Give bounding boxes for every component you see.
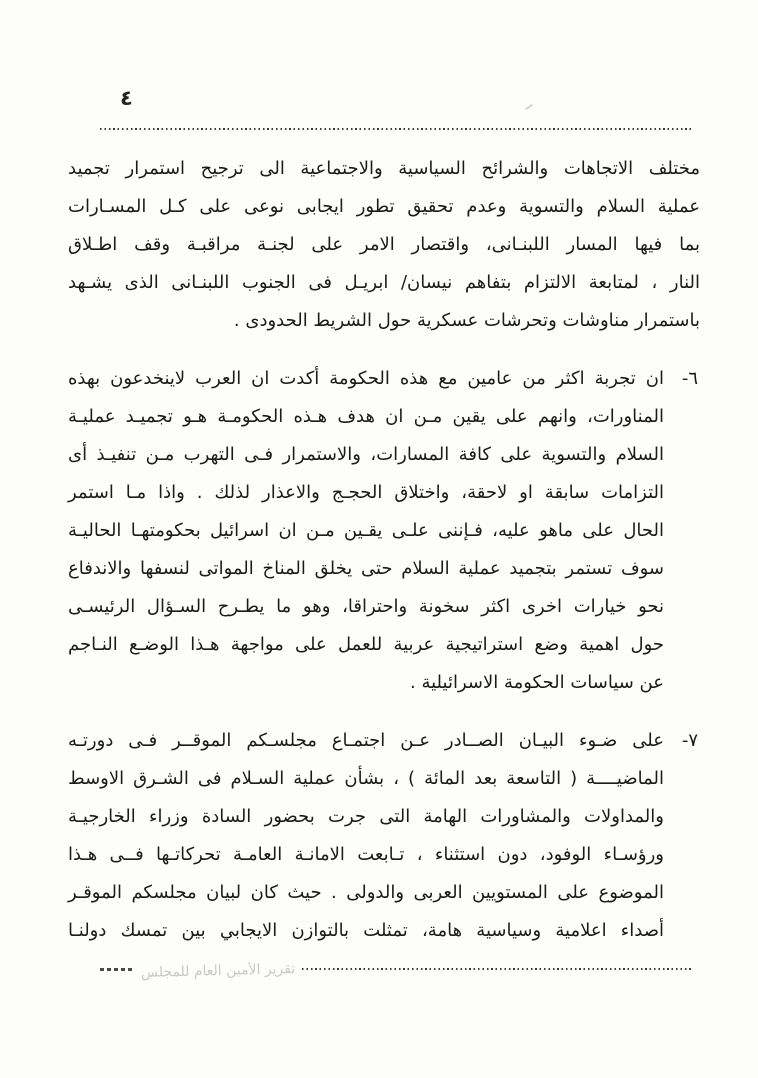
scan-speck — [525, 104, 533, 110]
text-line: ورؤسـاء الوفود، دون استثناء ، تـابعت الامانـة العامـة تحركاتـها فــى هـذا — [68, 844, 664, 865]
paragraph-continuation — [68, 150, 700, 340]
footer-rule-row — [100, 953, 692, 982]
text-line: التزامات سابقة او لاحقة، واختلاق الحجـج والاعذار لذلك . واذا مـا استمر — [68, 482, 664, 503]
text-line: السلام والتسوية على كافة المسارات، والاستمرار فـى التهرب مـن تنفيـذ أى — [68, 444, 664, 465]
text-line: المناورات، وانهم على يقين مـن ان هدف هـذه الحكومـة هـو تجميـد عمليـة — [68, 406, 664, 427]
document-body — [68, 150, 700, 950]
text-line: الماضيــــة ( التاسعة بعد المائة ) ، بشأن عملية السـلام فى الشـرق الاوسط — [68, 768, 664, 789]
header-dotted-rule — [100, 128, 692, 130]
item-number-7: ٧- — [681, 730, 698, 751]
paragraph-item-6 — [68, 360, 700, 702]
page-number: ٤ — [120, 86, 133, 110]
text-line: والمداولات والمشاورات الهامة التى جرت بحضور السادة وزراء الخارجيـة — [68, 806, 664, 827]
footer-dotted-rule — [302, 968, 692, 970]
text-line: سوف تستمر بتجميد عملية السلام حتى يخلق المناخ المواتى لنسفها والاندفاع — [68, 558, 664, 579]
text-line: الحال على ماهو عليه، فـإننى علـى يقـين مـن ان اسرائيل بحكومتهـا الحاليـة — [68, 520, 664, 541]
footer-dash-segment — [100, 968, 134, 971]
text-line: عن سياسات الحكومة الاسرائيلية . — [410, 672, 664, 693]
faint-stamp-annotation: تقرير الأمين العام للمجلس — [140, 960, 296, 982]
text-line: بما فيها المسار اللبنـانى، واقتصار الامر على لجنـة مراقبـة وقف اطـلاق — [68, 234, 700, 255]
text-line: عملية السلام والتسوية وعدم تحقيق تطور ايجابى نوعى على كـل المسـارات — [68, 196, 700, 217]
paragraph-item-7 — [68, 722, 700, 950]
text-line: نحو خيارات اخرى اكثر سخونة واحتراقا، وهو ما يطـرح السـؤال الرئيسـى — [68, 596, 664, 617]
item-number-6: ٦- — [681, 368, 698, 389]
text-line: ان تجربة اكثر من عامين مع هذه الحكومة أكدت ان العرب لاينخدعون بهذه — [68, 368, 664, 389]
text-line: أصداء اعلامية وسياسية هامة، تمثلت بالتوازن الايجابي بين تمسك دولنـا — [68, 920, 664, 941]
text-line: حول اهمية وضع استراتيجية عربية للعمل على مواجهة هـذا الوضـع النـاجم — [68, 634, 664, 655]
text-line: الموضوع على المستويين العربى والدولى . حيث كان لبيان مجلسكم الموقـر — [68, 882, 664, 903]
text-line: على ضـوء البيـان الصــادر عـن اجتمـاع مجلسـكم الموقــر فـى دورتـه — [68, 730, 664, 751]
text-line: باستمرار مناوشات وتحرشات عسكرية حول الشريط الحدودى . — [233, 310, 700, 331]
text-line: النار ، لمتابعة الالتزام بتفاهم نيسان/ ابريـل فى الجنوب اللبنـانى الذى يشـهد — [68, 272, 700, 293]
text-line: مختلف الاتجاهات والشرائح السياسية والاجتماعية الى ترجيح استمرار تجميد — [68, 158, 700, 179]
